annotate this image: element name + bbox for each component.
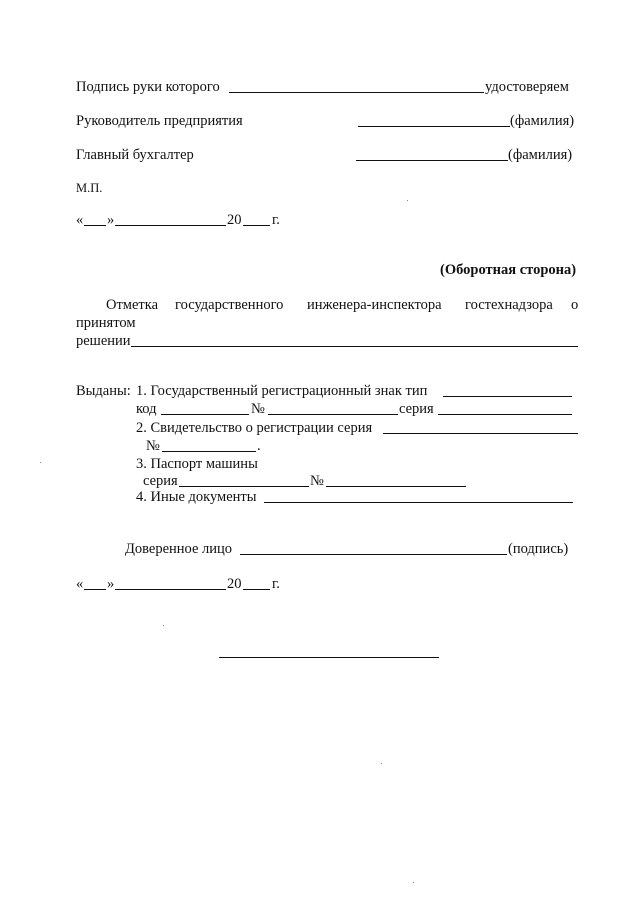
- date-month-line[interactable]: [115, 225, 226, 226]
- scan-speck: [163, 625, 164, 626]
- passport-series-line[interactable]: [179, 486, 309, 487]
- mark-line-3: решении: [76, 333, 131, 349]
- mark-word-5: о: [571, 297, 579, 313]
- scan-speck: [381, 763, 382, 764]
- passport-number-sign: №: [310, 473, 324, 489]
- code-label: код: [136, 401, 157, 417]
- trustee-label: Доверенное лицо: [125, 541, 233, 557]
- signature-of-line[interactable]: [229, 92, 484, 93]
- certificate-end: .: [257, 438, 261, 454]
- date-day-line[interactable]: [84, 225, 106, 226]
- chief-accountant-surname-note: (фамилия): [508, 147, 573, 163]
- director-surname-note: (фамилия): [510, 113, 575, 129]
- plate-number-sign: №: [251, 401, 265, 417]
- closing-rule: [219, 657, 439, 658]
- scan-speck: [407, 200, 408, 201]
- certificate-number-sign: №: [146, 438, 160, 454]
- date2-open-quote: «: [76, 576, 84, 592]
- mark-word-2: государственного: [175, 297, 284, 313]
- trustee-signature-note: (подпись): [508, 541, 569, 557]
- issued-item-4: 4. Иные документы: [136, 489, 257, 505]
- date-close-quote: »: [107, 212, 115, 228]
- issued-item-1: 1. Государственный регистрационный знак тип: [136, 383, 428, 399]
- date2-close-quote: »: [107, 576, 115, 592]
- signature-of-label: Подпись руки которого: [76, 79, 220, 95]
- passport-series-label: серия: [143, 473, 178, 489]
- stamp-place: М.П.: [76, 181, 103, 195]
- mark-line-2: принятом: [76, 315, 136, 331]
- mark-word-1: Отметка: [106, 297, 159, 313]
- date2-month-line[interactable]: [115, 589, 226, 590]
- mark-word-3: инженера-инспектора: [307, 297, 442, 313]
- mark-word-4: гостехнадзора: [465, 297, 553, 313]
- date-year-suffix: г.: [272, 212, 280, 228]
- date-year-line[interactable]: [243, 225, 270, 226]
- certificate-series-line[interactable]: [383, 433, 578, 434]
- date2-year-line[interactable]: [243, 589, 270, 590]
- date2-year-suffix: г.: [272, 576, 280, 592]
- date-open-quote: «: [76, 212, 84, 228]
- plate-series-label: серия: [399, 401, 434, 417]
- certify-label: удостоверяем: [485, 79, 569, 95]
- plate-series-line[interactable]: [438, 414, 572, 415]
- director-surname-line[interactable]: [358, 126, 510, 127]
- issued-item-2: 2. Свидетельство о регистрации серия: [136, 420, 373, 436]
- date2-day-line[interactable]: [84, 589, 106, 590]
- decision-line[interactable]: [131, 346, 578, 347]
- director-label: Руководитель предприятия: [76, 113, 243, 129]
- passport-number-line[interactable]: [326, 486, 466, 487]
- plate-type-line[interactable]: [443, 396, 572, 397]
- plate-number-line[interactable]: [268, 414, 398, 415]
- scan-speck: [413, 882, 414, 883]
- issued-label: Выданы:: [76, 383, 131, 399]
- other-documents-line[interactable]: [264, 502, 573, 503]
- date-year-prefix: 20: [227, 212, 242, 228]
- reverse-side-title: (Оборотная сторона): [440, 262, 577, 278]
- date2-year-prefix: 20: [227, 576, 242, 592]
- issued-item-3: 3. Паспорт машины: [136, 456, 258, 472]
- chief-accountant-label: Главный бухгалтер: [76, 147, 194, 163]
- scan-speck: [40, 462, 41, 463]
- trustee-signature-line[interactable]: [240, 554, 507, 555]
- certificate-number-line[interactable]: [162, 451, 256, 452]
- chief-accountant-surname-line[interactable]: [356, 160, 508, 161]
- code-line[interactable]: [161, 414, 249, 415]
